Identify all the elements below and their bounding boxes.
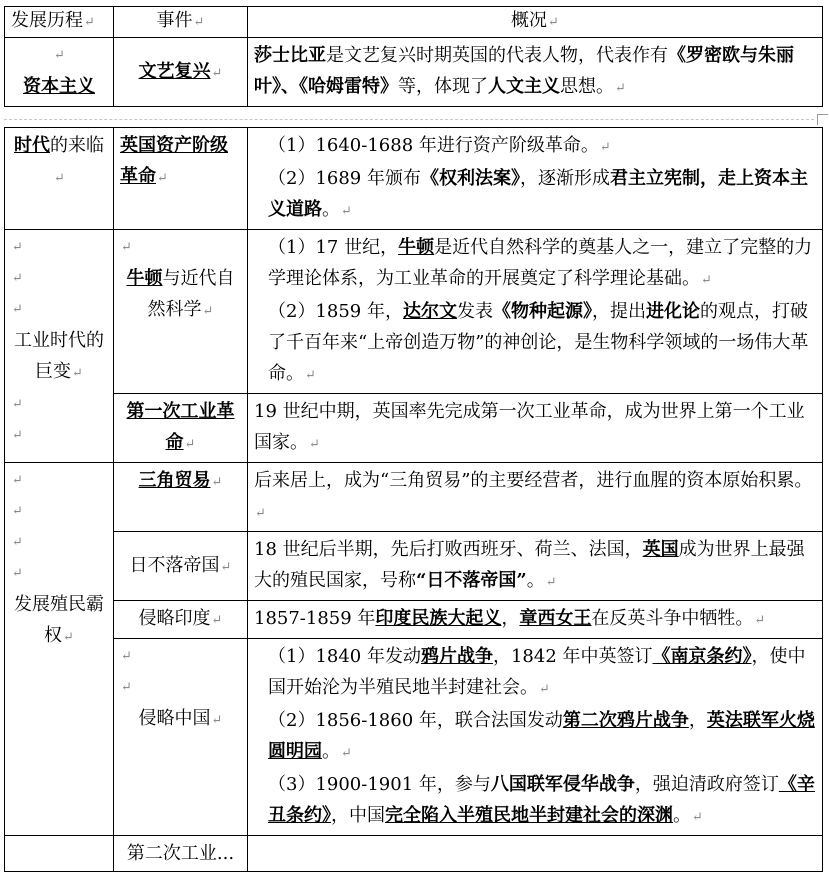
table-row <box>5 639 823 836</box>
event-cell: ↵ ↵ 侵略中国↵ <box>114 639 248 836</box>
overview-cell: 莎士比亚是文艺复兴时期英国的代表人物，代表作有《罗密欧与朱丽叶》、《哈姆雷特》等，体现了人文主义思想。↵ <box>248 38 823 107</box>
table-row <box>5 38 823 107</box>
overview-cell: 19 世纪中期，英国率先完成第一次工业革命，成为世界上第一个工业国家。↵ <box>248 394 823 463</box>
event-cell: 第一次工业革命↵ <box>114 394 248 463</box>
stage-cell: ↵ ↵ ↵ 工业时代的巨变↵ ↵ ↵ <box>5 230 114 463</box>
header-stage: 发展历程↵ <box>5 7 114 38</box>
corner-mark <box>817 114 828 125</box>
overview-cell: 后来居上，成为“三角贸易”的主要经营者，进行血腥的资本原始积累。↵ <box>248 463 823 532</box>
header-event: 事件↵ <box>114 7 248 38</box>
stage-cell: ↵ ↵ ↵ ↵ 发展殖民霸权↵ <box>5 463 114 836</box>
table-row <box>5 836 823 872</box>
table-row <box>5 601 823 639</box>
overview-cell: （1）1640-1688 年进行资产阶级革命。↵ （2）1689 年颁布《权利法案》，逐渐形成君主立宪制，走上资本主义道路。↵ <box>248 128 823 230</box>
event-cell: 三角贸易↵ <box>114 463 248 532</box>
overview-cell: 18 世纪后半期，先后打败西班牙、荷兰、法国，英国成为世界上最强大的殖民国家，号称“日不落帝国”。↵ <box>248 532 823 601</box>
event-cell: 第二次工业... <box>114 836 248 872</box>
header-overview: 概况↵ <box>248 7 823 38</box>
overview-cell <box>248 836 823 872</box>
header-row <box>5 7 823 38</box>
table-row <box>5 532 823 601</box>
event-cell: 文艺复兴↵ <box>114 38 248 107</box>
table-row <box>5 230 823 394</box>
event-cell: 英国资产阶级革命↵ <box>114 128 248 230</box>
event-cell: 侵略印度↵ <box>114 601 248 639</box>
table-row <box>5 394 823 463</box>
overview-cell: 1857-1859 年印度民族大起义，章西女王在反英斗争中牺牲。↵ <box>248 601 823 639</box>
page-break-line <box>4 119 814 120</box>
table-renaissance <box>4 6 823 107</box>
overview-cell: （1）17 世纪，牛顿是近代自然科学的奠基人之一，建立了完整的力学理论体系，为工业革命的开展奠定了科学理论基础。↵ （2）1859 年，达尔文发表《物种起源》，提出进化论的观点，打破了千百年来“上帝创造万物”的神创论，是生物科学领域的一场伟大革命。↵ <box>248 230 823 394</box>
table-modern-britain <box>4 127 823 872</box>
stage-cell: 时代的来临↵ <box>5 128 114 230</box>
table-row <box>5 128 823 230</box>
event-cell: ↵ 牛顿与近代自然科学↵ <box>114 230 248 394</box>
overview-cell: （1）1840 年发动鸦片战争，1842 年中英签订《南京条约》，使中国开始沦为半殖民地半封建社会。↵ （2）1856-1860 年，联合法国发动第二次鸦片战争，英法联军火烧圆明园。↵ （3）1900-1901 年，参与八国联军侵华战争，强迫清政府签订《辛丑条约》，中国完全陷入半殖民地半封建社会的深渊。↵ <box>248 639 823 836</box>
stage-cell: ↵ 资本主义 <box>5 38 114 107</box>
table-row <box>5 463 823 532</box>
stage-cell <box>5 836 114 872</box>
event-cell: 日不落帝国↵ <box>114 532 248 601</box>
